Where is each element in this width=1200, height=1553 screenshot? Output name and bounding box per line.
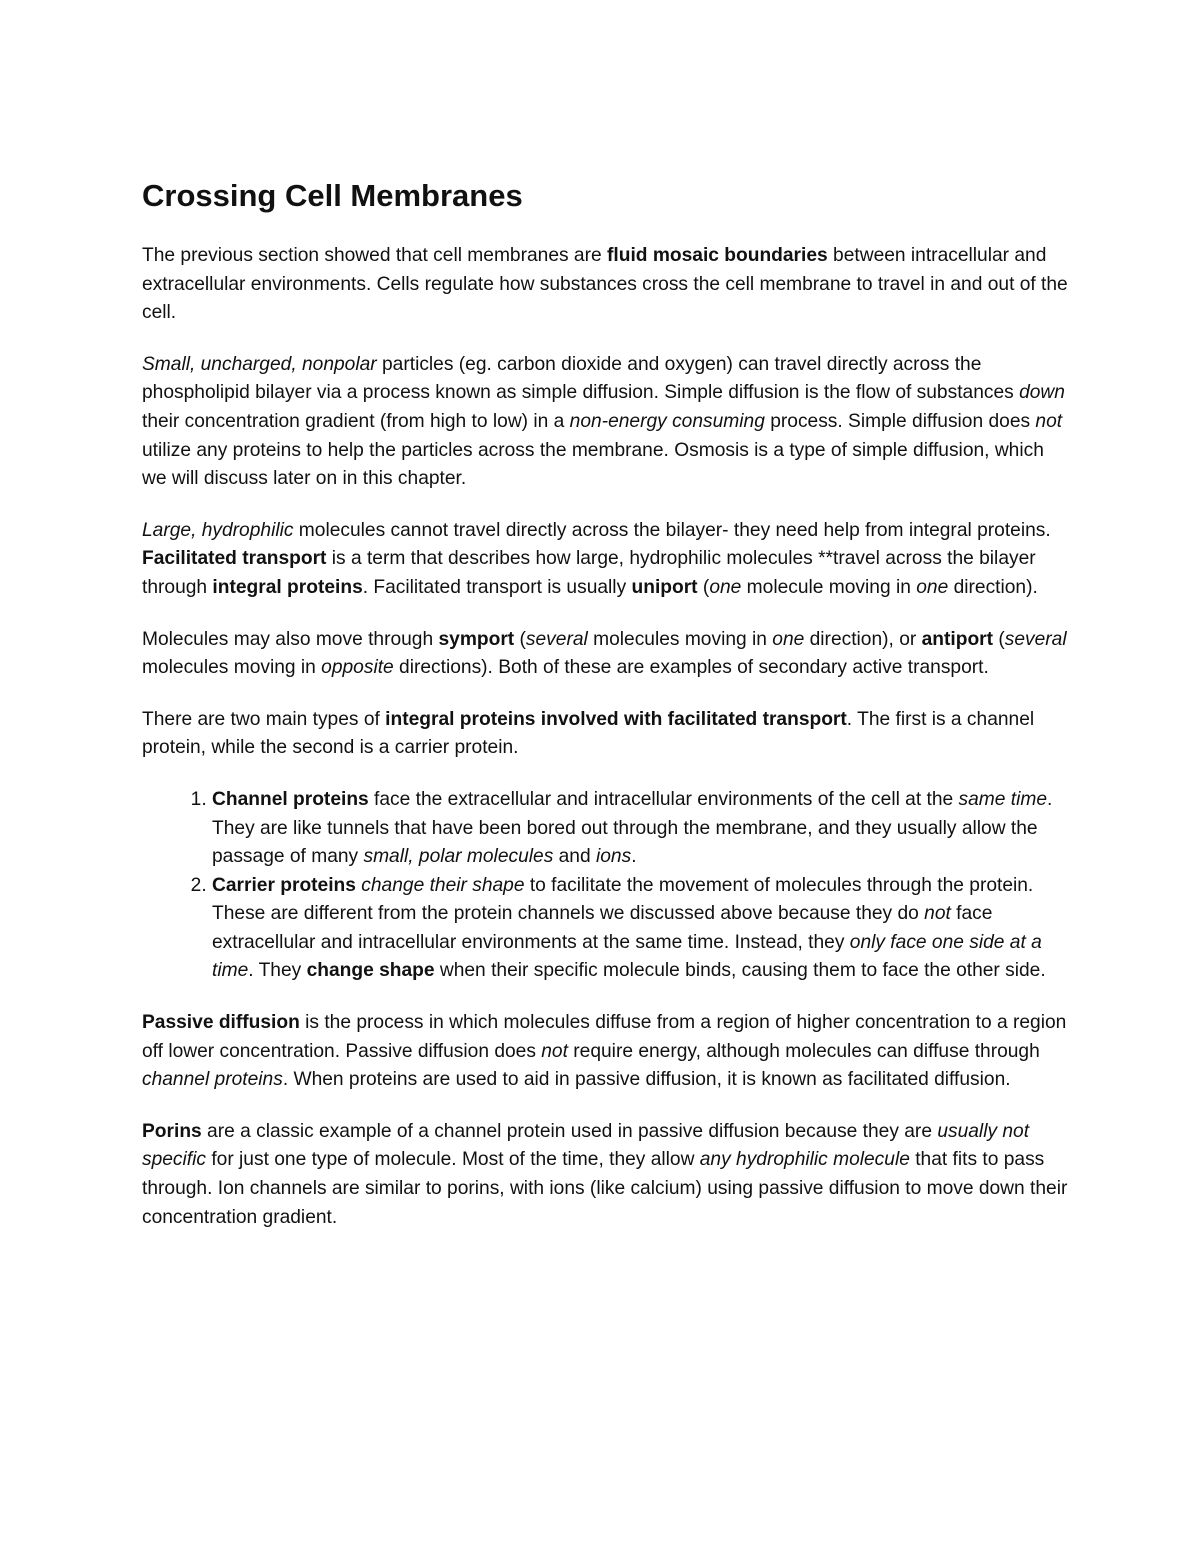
- text: direction).: [948, 576, 1038, 598]
- text: that fits to pass through. Ion channels are similar to porins, with ions (like calcium) using passive diffusion to move down their concentration gradient.: [142, 1149, 1068, 1228]
- text: process. Simple diffusion does: [764, 410, 1036, 432]
- text: particles (eg. carbon dioxide and oxygen) can travel directly across the phospholipid bilayer via a process known as simple diffusion. Simple diffusion is the flow of substances: [142, 353, 1020, 404]
- paragraph-protein-types: [142, 706, 1072, 763]
- text: . When proteins are used to aid in passive diffusion, it is known as facilitated diffusion.: [282, 1069, 1011, 1091]
- text: .: [631, 846, 637, 868]
- text: face extracellular and intracellular environments at the same time. Instead, they: [212, 903, 993, 953]
- text: direction), or: [804, 628, 922, 650]
- text: is a term that describes how large, hydrophilic molecules **travel across the bilayer through: [142, 548, 1036, 598]
- italic-term: Small, uncharged, nonpolar: [142, 353, 377, 375]
- text: directions). Both of these are examples of secondary active transport.: [393, 657, 989, 679]
- protein-types-list: [142, 786, 1072, 986]
- italic-term: one: [916, 576, 949, 598]
- text: . They are like tunnels that have been bored out through the membrane, and they usually allow the passage of many: [212, 788, 1053, 868]
- text: There are two main types of: [142, 708, 386, 730]
- italic-term: non-energy consuming: [569, 410, 765, 432]
- italic-term: not: [1035, 410, 1063, 432]
- text: and: [553, 846, 596, 868]
- text: their concentration gradient (from high to low) in a: [142, 410, 570, 432]
- text: The previous section showed that cell membranes are: [142, 245, 607, 266]
- text: between intracellular and extracellular environments. Cells regulate how substances cross the cell membrane to travel in and out of the cell.: [142, 245, 1068, 324]
- italic-term: one: [709, 576, 742, 598]
- text: molecules cannot travel directly across the bilayer- they need help from integral proteins.: [293, 519, 1051, 541]
- italic-term: channel proteins: [142, 1069, 283, 1091]
- bold-term: Carrier proteins: [212, 874, 356, 896]
- bold-term: antiport: [921, 628, 994, 650]
- bold-term: change shape: [306, 960, 435, 982]
- italic-term: opposite: [321, 657, 394, 679]
- paragraph-porins: [142, 1118, 1072, 1232]
- text: utilize any proteins to help the particles across the membrane. Osmosis is a type of simple diffusion, which we will discuss later on in this chapter.: [142, 439, 1044, 490]
- text: is the process in which molecules diffuse from a region of higher concentration to a region off lower concentration. Passive diffusion does: [142, 1012, 1067, 1062]
- bold-term: Passive diffusion: [142, 1012, 300, 1034]
- text: when their specific molecule binds, causing them to face the other side.: [434, 960, 1046, 982]
- bold-term: symport: [438, 628, 515, 650]
- text: to facilitate the movement of molecules through the protein. These are different from the protein channels we discussed above because they do: [212, 874, 1034, 925]
- text: Molecules may also move through: [142, 628, 439, 650]
- italic-term: down: [1019, 382, 1065, 404]
- text: molecules moving in: [587, 628, 773, 650]
- paragraph-intro: [142, 242, 1072, 328]
- text: . The first is a channel protein, while the second is a carrier protein.: [142, 708, 1035, 759]
- text: face the extracellular and intracellular environments of the cell at the: [368, 788, 959, 810]
- text: are a classic example of a channel protein used in passive diffusion because they are: [201, 1120, 938, 1142]
- text: (: [993, 628, 1005, 650]
- page-title: Crossing Cell Membranes: [142, 178, 523, 213]
- bold-term: integral proteins involved with facilitated transport: [385, 708, 847, 730]
- text: molecules moving in: [142, 657, 322, 679]
- paragraph-symport-antiport: [142, 626, 1072, 683]
- paragraph-passive-diffusion: [142, 1009, 1072, 1095]
- text: molecule moving in: [741, 576, 917, 598]
- italic-term: one: [772, 628, 805, 650]
- text: (: [514, 628, 526, 650]
- list-item-channel-proteins: [212, 786, 1072, 872]
- italic-term: usually not specific: [142, 1120, 1030, 1171]
- text: . They: [248, 960, 307, 982]
- paragraph-facilitated-transport: [142, 517, 1072, 603]
- list-item-carrier-proteins: [212, 872, 1072, 986]
- italic-term: any hydrophilic molecule: [699, 1149, 910, 1171]
- bold-term: uniport: [631, 576, 698, 598]
- bold-term: Porins: [142, 1120, 202, 1142]
- bold-term: Channel proteins: [212, 788, 369, 810]
- italic-term: same time: [958, 788, 1048, 810]
- bold-term: Facilitated transport: [142, 548, 327, 570]
- bold-term: fluid mosaic boundaries: [607, 245, 828, 266]
- text: (: [697, 576, 710, 598]
- paragraph-simple-diffusion: [142, 351, 1072, 494]
- bold-term: integral proteins: [212, 576, 363, 598]
- italic-term: several: [525, 628, 588, 650]
- italic-term: not: [541, 1040, 568, 1062]
- italic-term: Large, hydrophilic: [142, 519, 294, 541]
- text: require energy, although molecules can diffuse through: [567, 1040, 1040, 1062]
- italic-term: change their shape: [361, 874, 525, 896]
- italic-term: only face one side at a time: [212, 931, 1042, 982]
- italic-term: not: [924, 903, 951, 925]
- text: . Facilitated transport is usually: [362, 576, 632, 598]
- text: for just one type of molecule. Most of the time, they allow: [205, 1149, 700, 1171]
- italic-term: small, polar molecules: [363, 846, 554, 868]
- italic-term: several: [1004, 628, 1067, 650]
- document-page: [142, 176, 1072, 1255]
- italic-term: ions: [595, 846, 632, 868]
